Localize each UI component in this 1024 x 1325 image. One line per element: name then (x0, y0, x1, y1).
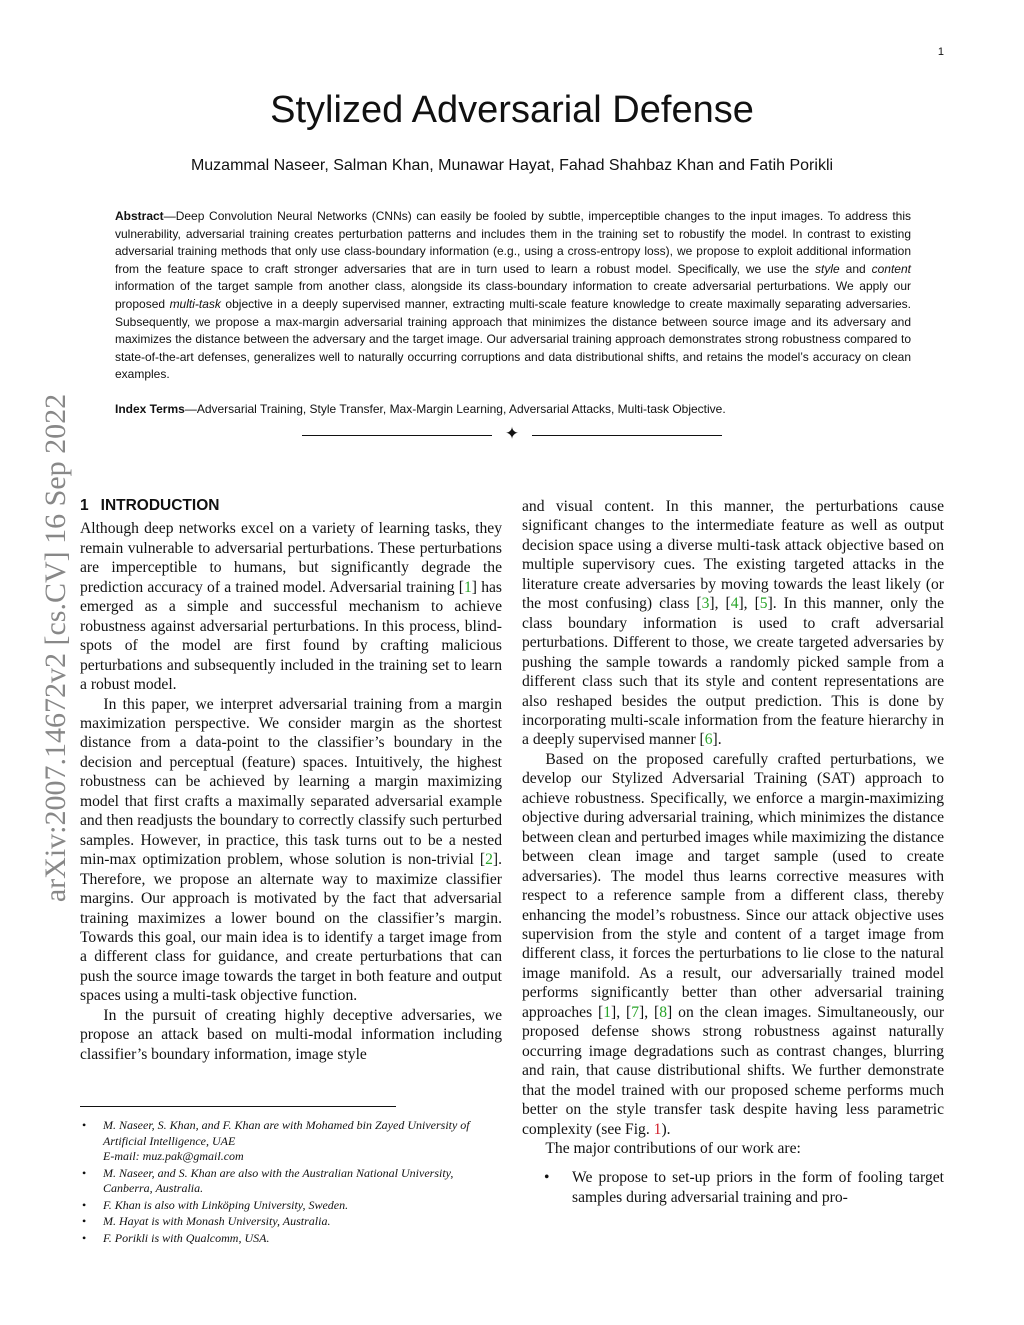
abstract-text: and (839, 261, 872, 276)
paragraph-text: and visual content. In this manner, the perturbations cause significant changes to the intermediate feature as well as output decision space using a diverse multi-task attack objective based on multiple supervisory cues. The existing targeted attacks in the literature create adversaries by moving towards the least likely (or the most confusing) class [ (522, 498, 944, 613)
arxiv-identifier-stamp[interactable]: arXiv:2007.14672v2 [cs.CV] 16 Sep 2022 (39, 393, 72, 903)
abstract-label: Abstract (115, 209, 164, 223)
paragraph-text: ] on the clean images. Simultaneously, our proposed defense shows strong robustness against naturally occurring image degradations such as contrast changes, blurring and rain, that cause distributional shifts. We further demonstrate that the model trained with our proposed scheme performs much better on the style transfer task despite having less parametric complexity (see Fig. (522, 1003, 945, 1138)
footnote-text: M. Naseer, S. Khan, and F. Khan are with Mohamed bin Zayed University of Artificial Intelligence, UAE (103, 1118, 470, 1148)
footnote-text: F. Khan is also with Linköping University, Sweden. (103, 1197, 349, 1212)
index-terms-label: Index Terms (115, 402, 185, 416)
footnote-rule (80, 1106, 396, 1107)
footnote-item (80, 1198, 505, 1214)
citation-separator: ], [ (738, 595, 760, 613)
citation-link[interactable]: 2 (485, 851, 493, 869)
footnote-item (80, 1166, 505, 1197)
page-number: 1 (937, 46, 944, 58)
section-title-rest: NTRODUCTION (104, 497, 220, 514)
footnote-text: F. Porikli is with Qualcomm, USA. (103, 1230, 270, 1245)
citation-link[interactable]: 1 (464, 578, 472, 596)
abstract-emphasis-style: style (815, 261, 840, 276)
index-terms-text: —Adversarial Training, Style Transfer, Max-Margin Learning, Adversarial Attacks, Multi-task Objective. (184, 402, 726, 416)
contributions-list (522, 1168, 944, 1207)
footnote-text: M. Naseer, and S. Khan are also with the Australian National University, Canberra, Australia. (103, 1165, 454, 1195)
intro-paragraph-5 (522, 750, 944, 1139)
paragraph-text: ] has emerged as a simple and successful mechanism to achieve robustness against adversarial perturbations. In this process, blind-spots of the model are first found by crafting malicious perturbations and subsequently included in the training set to learn a robust model. (80, 578, 502, 694)
citation-link[interactable]: 8 (659, 1003, 668, 1021)
figure-reference-link[interactable]: 1 (653, 1120, 662, 1138)
author-list: Muzammal Naseer, Salman Khan, Munawar Hayat, Fahad Shahbaz Khan and Fatih Porikli (190, 157, 834, 174)
affiliation-footnotes (80, 1118, 505, 1247)
intro-paragraph-3: In the pursuit of creating highly deceptive adversaries, we propose an attack based on multi-modal information including classifier’s boundary information, image style (80, 1006, 502, 1063)
intro-paragraph-4 (522, 497, 944, 750)
contribution-item: • We propose to set-up priors in the form of fooling target samples during adversarial training and pro- (522, 1168, 944, 1207)
index-terms (115, 401, 911, 418)
citation-separator: ], [ (709, 595, 731, 613)
paper-title: Stylized Adversarial Defense (270, 89, 754, 131)
divider-star-icon: ✦ (504, 424, 520, 443)
footnote-item (80, 1231, 505, 1247)
citation-link[interactable]: 7 (631, 1003, 640, 1021)
paragraph-text: Based on the proposed carefully crafted perturbations, we develop our Stylized Adversarial Training (SAT) approach to achieve robustness. Specifically, we enforce a margin-maximizing objective during adversarial training, which minimizes the distance between clean and perturbed images while maximizing the distance between clean image and target sample (used to create adversaries). The model thus learns corrective measures with respect to a reference sample from a different class, thereby enhancing the model’s robustness. Since our attack objective uses supervision from the style and content of a target image from different class, it forces the perturbations to lie close to the natural image manifold. As a result, our adversarially trained model performs significantly better than other adversarial training approaches [ (522, 750, 944, 1021)
section-title-initial: I (100, 497, 105, 514)
left-column (80, 496, 502, 1064)
citation-separator: ], [ (639, 1003, 660, 1021)
section-divider (302, 426, 722, 446)
footnote-item (80, 1214, 505, 1230)
right-column (522, 497, 944, 1207)
paragraph-text: ]. In this manner, only the class boundary information is used to craft adversarial perturbations. Different to those, we create targeted adversaries by pushing the sample towards a randomly picked sample from a different class such that its style and content representations are also reshaped besides the output prediction. This is done by incorporating multi-scale information from the feature hierarchy in a deeply supervised manner [ (522, 595, 945, 749)
paragraph-text: ]. Therefore, we propose an alternate way to maximize classifier margins. Our approach is motivated by the fact that adversarial training maximizes a lower bound on the classifier’s margin. Towards this goal, our main idea is to identify a target image from a different class for guidance, and create perturbations that can push the source image towards the target in both feature and output spaces using a multi-task objective function. (80, 851, 502, 1005)
citation-separator: ], [ (611, 1003, 632, 1021)
intro-paragraph-2 (80, 695, 502, 1006)
intro-paragraph-1 (80, 519, 502, 694)
contributions-intro: The major contributions of our work are: (545, 1139, 801, 1157)
citation-link[interactable]: 5 (759, 595, 768, 613)
paragraph-text: ). (661, 1120, 671, 1138)
abstract-text: information of the target sample from another class, alongside its class-boundary information to create adversarial perturbations. We apply our proposed (115, 279, 911, 311)
footnote-text: M. Hayat is with Monash University, Australia. (103, 1214, 331, 1228)
citation-link[interactable]: 6 (704, 731, 713, 749)
section-number: 1 (80, 497, 89, 514)
paragraph-text: Although deep networks excel on a variety of learning tasks, they remain vulnerable to adversarial perturbations. These perturbations are imperceptible to humans, but significantly degrade the prediction accuracy of a trained model. Adversarial training [ (80, 520, 502, 596)
footnote-email: E-mail: muz.pak@gmail.com (103, 1149, 244, 1163)
abstract-text: objective in a deeply supervised manner, extracting multi-scale feature knowledge to create maximally separating adversaries. Subsequently, we propose a max-margin adversarial training approach that minimizes the distance between source image and its adversary and maximizes the distance between the adversary and the target image. Our adversarial training approach demonstrates strong robustness compared to state-of-the-art defenses, generalizes well to naturally occurring corruptions and data distributional shifts, and retains the model’s accuracy on clean examples. (115, 296, 911, 382)
abstract-emphasis-content: content (871, 261, 911, 276)
section-heading-introduction (80, 496, 502, 515)
citation-link[interactable]: 1 (603, 1003, 612, 1021)
divider-line-right (532, 435, 722, 436)
paragraph-text: In this paper, we interpret adversarial training from a margin maximization perspective. We consider margin as the shortest distance from a data-point to the classifier’s boundary in the decision and perceptual (feature) spaces. Intuitively, the highest robustness can be achieved by learning a margin maximizing model that first crafts a maximally separated adversarial example and then readjusts the boundary to correctly classify such perturbed samples. However, in practice, this task turns out to be a nested min-max optimization problem, whose solution is non-trivial [ (80, 695, 502, 869)
abstract (115, 208, 911, 384)
citation-link[interactable]: 4 (730, 595, 739, 613)
abstract-emphasis-multitask: multi-task (169, 296, 221, 311)
abstract-text: —Deep Convolution Neural Networks (CNNs) can easily be fooled by subtle, imperceptible changes to the input images. To address this vulnerability, adversarial training creates perturbation patterns and includes them in the training set to robustify the model. In contrast to existing adversarial training methods that only use class-boundary information (e.g., using a cross-entropy loss), we propose to exploit additional information from the feature space to craft stronger adversaries that are in turn used to learn a robust model. Specifically, we use the (115, 209, 911, 276)
paragraph-text: ]. (712, 731, 722, 749)
citation-link[interactable]: 3 (701, 595, 710, 613)
footnote-item (80, 1118, 505, 1165)
